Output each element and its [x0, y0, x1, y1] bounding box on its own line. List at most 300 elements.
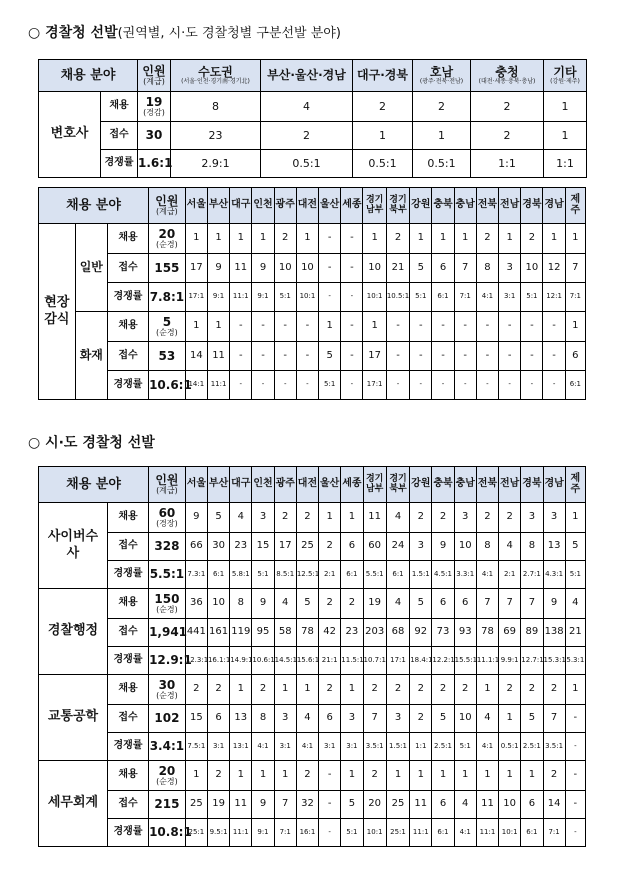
cell-value: 66	[185, 533, 207, 561]
cell-value: 13:1	[230, 733, 252, 761]
cell-value: 21	[565, 619, 585, 647]
cell-value: 17:1	[363, 371, 386, 400]
header-region-sub: (서울·인천·경기南·경기北)	[181, 77, 250, 85]
cell-value: 19	[207, 791, 229, 819]
cell-value: 73	[432, 619, 454, 647]
cell-value: 14	[185, 342, 207, 371]
row-total-value: 53	[158, 348, 176, 363]
header-region: 전남	[499, 467, 521, 503]
cell-value: 15	[185, 705, 207, 733]
cell-value: 3	[252, 503, 274, 533]
header-region: 대구	[230, 188, 252, 224]
cell-value: 68	[386, 619, 409, 647]
cell-value: -	[230, 342, 252, 371]
cell-value: 6:1	[207, 561, 229, 589]
cell-value: -	[230, 312, 252, 342]
section1-subtitle: (권역별, 시·도 경찰청별 구분선발 분야)	[117, 26, 341, 41]
cell-value: 4	[499, 533, 521, 561]
cell-value: 2	[476, 503, 498, 533]
cell-value: -	[454, 342, 476, 371]
cell-value: 2	[386, 224, 409, 254]
cell-value: 12.7:1	[521, 647, 543, 675]
cell-value: 8	[230, 589, 252, 619]
table-row	[39, 342, 586, 371]
lawyer-table	[38, 59, 587, 178]
cell-value: 2	[543, 675, 565, 705]
cell-value: -	[543, 342, 565, 371]
cell-value: 78	[476, 619, 498, 647]
cell-value: -	[432, 371, 454, 400]
cell-value: 0.5:1	[413, 150, 471, 178]
row-total	[149, 675, 186, 705]
cell-value: 1	[499, 705, 521, 733]
header-region: 부산	[207, 188, 229, 224]
header-region: 경기북부	[386, 188, 409, 224]
row-label: 경쟁률	[107, 733, 148, 761]
row-label: 경쟁률	[107, 647, 148, 675]
row-total	[149, 619, 186, 647]
section2-title	[28, 432, 155, 452]
row-label: 접수	[107, 791, 148, 819]
cell-value: 10:1	[363, 819, 386, 847]
table-row	[39, 122, 587, 150]
table-row	[39, 791, 586, 819]
cell-value: 7:1	[454, 283, 476, 312]
cell-value: 15.6:1	[296, 647, 318, 675]
cell-value: 5:1	[252, 561, 274, 589]
cell-value: 7	[454, 254, 476, 283]
cell-value: 11	[410, 791, 432, 819]
cell-value: 10:1	[499, 819, 521, 847]
cell-value: -	[386, 312, 409, 342]
group-label: 경찰행정	[39, 589, 108, 675]
cell-value: 17	[274, 533, 296, 561]
row-label: 채용	[107, 675, 148, 705]
cell-value: -	[454, 371, 476, 400]
cell-value: 7.3:1	[185, 561, 207, 589]
cell-value: 6:1	[521, 819, 543, 847]
header-region: 전북	[476, 188, 498, 224]
header-region: 경남	[543, 467, 565, 503]
cell-value: 9	[252, 254, 274, 283]
row-label: 경쟁률	[101, 150, 138, 178]
header-region: 광주	[274, 188, 296, 224]
cell-value: 1	[274, 675, 296, 705]
cell-value: 1	[363, 224, 386, 254]
cell-value: 161	[207, 619, 229, 647]
header-region: 부산	[207, 467, 229, 503]
cell-value: 11	[230, 791, 252, 819]
row-label: 채용	[107, 761, 148, 791]
cell-value: -	[521, 371, 543, 400]
header-region: 인천	[252, 467, 274, 503]
cell-value: 1.5:1	[386, 733, 409, 761]
group-label: 변호사	[39, 92, 101, 178]
cell-value: 20	[363, 791, 386, 819]
header-region: 대구	[230, 467, 252, 503]
header-region-sub: (대전·세종·충북·충남)	[478, 77, 536, 85]
cell-value: -	[386, 371, 409, 400]
cell-value: 1	[252, 224, 274, 254]
cell-value: 11.5:1	[341, 647, 363, 675]
header-region	[544, 60, 587, 92]
cell-value: 1	[363, 312, 386, 342]
cell-value: 14.9:1	[230, 647, 252, 675]
cell-value: 12.2:1	[432, 647, 454, 675]
cell-value: 42	[319, 619, 341, 647]
cell-value: 95	[252, 619, 274, 647]
cell-value: 24	[386, 533, 409, 561]
cell-value: 17	[363, 342, 386, 371]
cell-value: 13	[543, 533, 565, 561]
cell-value: 2	[274, 503, 296, 533]
row-total-rank: (경감)	[143, 107, 165, 117]
header-region	[171, 60, 261, 92]
row-total	[149, 342, 186, 371]
cell-value: 1	[432, 761, 454, 791]
header-region: 전남	[499, 188, 521, 224]
cell-value: 9	[432, 533, 454, 561]
row-label: 채용	[107, 589, 148, 619]
row-label: 경쟁률	[107, 819, 148, 847]
cell-value: 2	[341, 589, 363, 619]
table-row	[39, 819, 586, 847]
cell-value: 1	[185, 761, 207, 791]
cell-value: 4	[476, 705, 498, 733]
cell-value: 17	[185, 254, 207, 283]
cell-value: 9	[207, 254, 229, 283]
cell-value: 30	[207, 533, 229, 561]
cell-value: 3	[386, 705, 409, 733]
cell-value: 2	[296, 503, 318, 533]
cell-value: 3	[274, 705, 296, 733]
cell-value: 10	[207, 589, 229, 619]
section1-title	[28, 22, 341, 42]
header-region	[261, 60, 353, 92]
cell-value: 1	[230, 675, 252, 705]
row-total	[149, 224, 186, 254]
cell-value: -	[521, 312, 543, 342]
cell-value: 9:1	[252, 283, 274, 312]
row-label: 경쟁률	[107, 561, 148, 589]
cell-value: 3.3:1	[454, 561, 476, 589]
cell-value: 7	[363, 705, 386, 733]
cell-value: 7:1	[543, 819, 565, 847]
cell-value: 1	[454, 224, 476, 254]
cell-value: 0.5:1	[353, 150, 413, 178]
header-region: 울산	[319, 467, 341, 503]
cell-value: -	[565, 733, 585, 761]
cell-value: 7:1	[565, 283, 585, 312]
cell-value: 1:1	[410, 733, 432, 761]
group-label: 교통공학	[39, 675, 108, 761]
cell-value: 4	[261, 92, 353, 122]
section2-bullet: ○	[28, 435, 41, 451]
cell-value: 4	[230, 503, 252, 533]
cell-value: 10	[454, 705, 476, 733]
cell-value: 6:1	[432, 819, 454, 847]
cell-value: 4	[274, 589, 296, 619]
header-region: 경기남부	[363, 467, 386, 503]
cell-value: 6:1	[432, 283, 454, 312]
cell-value: -	[319, 224, 341, 254]
header-region: 서울	[185, 467, 207, 503]
cell-value: 10	[499, 791, 521, 819]
cell-value: 441	[185, 619, 207, 647]
cell-value: 11	[207, 342, 229, 371]
cell-value: 1:1	[544, 150, 587, 178]
cell-value: 5	[410, 589, 432, 619]
row-total	[149, 791, 186, 819]
cell-value: 2	[296, 761, 318, 791]
row-total	[149, 705, 186, 733]
outer-group-label: 현장감식	[39, 224, 76, 400]
row-label: 채용	[101, 92, 138, 122]
cell-value: 3:1	[499, 283, 521, 312]
cell-value: 89	[521, 619, 543, 647]
cell-value: 2	[274, 224, 296, 254]
cell-value: 2	[499, 503, 521, 533]
cell-value: 7	[521, 589, 543, 619]
cell-value: 13	[230, 705, 252, 733]
cell-value: 15.3:1	[543, 647, 565, 675]
row-label: 경쟁률	[107, 283, 148, 312]
row-total	[149, 254, 186, 283]
row-total-value: 1.6:1	[138, 156, 173, 171]
header-region-name: 부산·울산·경남	[267, 68, 346, 83]
cell-value: -	[476, 371, 498, 400]
cell-value: 5	[319, 342, 341, 371]
cell-value: -	[230, 371, 252, 400]
cell-value: 10:1	[296, 283, 318, 312]
cell-value: 1	[274, 761, 296, 791]
cell-value: 14:1	[185, 371, 207, 400]
header-region: 강원	[410, 188, 432, 224]
header-region-name: 충청	[495, 65, 519, 80]
header-region: 울산	[319, 188, 341, 224]
cell-value: 6	[432, 791, 454, 819]
cell-value: 1	[476, 675, 498, 705]
cell-value: 2.9:1	[171, 150, 261, 178]
cell-value: 2	[476, 224, 498, 254]
cell-value: 58	[274, 619, 296, 647]
cell-value: 25	[386, 791, 409, 819]
table-row	[39, 503, 586, 533]
row-total-value: 60	[158, 506, 176, 520]
row-total-value: 102	[154, 711, 180, 726]
cell-value: 5	[432, 705, 454, 733]
cell-value: 69	[499, 619, 521, 647]
cell-value: 23	[171, 122, 261, 150]
group-label: 사이버수사	[39, 503, 108, 589]
row-label: 채용	[107, 224, 148, 254]
header-region: 서울	[185, 188, 207, 224]
cell-value: 10:1	[363, 283, 386, 312]
row-total	[138, 150, 171, 178]
header-count-main: 인원	[155, 194, 179, 208]
cell-value: 1	[296, 675, 318, 705]
cell-value: 11:1	[230, 819, 252, 847]
cell-value: 10.6:1	[252, 647, 274, 675]
header-count-main: 인원	[155, 473, 179, 487]
cell-value: 1	[410, 224, 432, 254]
cell-value: 2	[410, 705, 432, 733]
cell-value: 2	[319, 589, 341, 619]
cell-value: 36	[185, 589, 207, 619]
cell-value: 2	[207, 761, 229, 791]
header-count-sub: (계급)	[156, 485, 178, 495]
table-row	[39, 92, 587, 122]
cell-value: -	[565, 791, 585, 819]
cell-value: 7:1	[274, 819, 296, 847]
header-field-label: 채용 분야	[39, 188, 149, 224]
row-total-value: 10.8:1	[149, 825, 192, 840]
cell-value: 2	[410, 675, 432, 705]
group-label: 세무회계	[39, 761, 108, 847]
cell-value: 16.1:1	[207, 647, 229, 675]
cell-value: 11:1	[476, 819, 498, 847]
row-label: 접수	[107, 533, 148, 561]
row-total-value: 12.9:1	[149, 653, 192, 668]
cell-value: 6	[432, 589, 454, 619]
cell-value: -	[296, 342, 318, 371]
header-region: 전북	[476, 467, 498, 503]
table-row	[39, 371, 586, 400]
cell-value: 12	[543, 254, 565, 283]
row-total-value: 328	[154, 539, 180, 554]
cell-value: -	[341, 283, 363, 312]
cell-value: 2	[261, 122, 353, 150]
header-field-label: 채용 분야	[39, 467, 149, 503]
cell-value: 8.5:1	[274, 561, 296, 589]
table-row	[39, 675, 586, 705]
cell-value: 2	[363, 675, 386, 705]
cell-value: -	[543, 312, 565, 342]
cell-value: 15.5:1	[454, 647, 476, 675]
cell-value: 5.8:1	[230, 561, 252, 589]
row-label: 채용	[107, 312, 148, 342]
row-total-value: 5.5:1	[149, 567, 185, 582]
cell-value: 4.3:1	[543, 561, 565, 589]
cell-value: -	[499, 371, 521, 400]
cell-value: 2	[521, 675, 543, 705]
cell-value: 1	[185, 312, 207, 342]
cell-value: 1	[319, 312, 341, 342]
cell-value: 11	[363, 503, 386, 533]
cell-value: 6:1	[565, 371, 585, 400]
cell-value: -	[274, 312, 296, 342]
cell-value: 3	[543, 503, 565, 533]
cell-value: 2	[353, 92, 413, 122]
row-total-value: 20	[158, 227, 176, 241]
cell-value: 25:1	[386, 819, 409, 847]
cell-value: -	[341, 224, 363, 254]
cell-value: 1	[521, 761, 543, 791]
cell-value: 1	[207, 312, 229, 342]
cell-value: 23	[230, 533, 252, 561]
row-total	[149, 312, 186, 342]
row-total	[149, 761, 186, 791]
cell-value: 11	[230, 254, 252, 283]
cell-value: 1	[565, 224, 585, 254]
cell-value: 1	[432, 224, 454, 254]
cell-value: 1	[341, 503, 363, 533]
cell-value: 4.5:1	[432, 561, 454, 589]
cell-value: 7.5:1	[185, 733, 207, 761]
cell-value: 32	[296, 791, 318, 819]
cell-value: 1	[499, 761, 521, 791]
cell-value: 9	[252, 589, 274, 619]
cell-value: 2	[207, 675, 229, 705]
row-total-value: 19	[145, 95, 163, 109]
cell-value: 10.5:1	[386, 283, 409, 312]
cell-value: 2	[543, 761, 565, 791]
row-total	[149, 283, 186, 312]
cell-value: 11:1	[230, 283, 252, 312]
cell-value: 0.5:1	[499, 733, 521, 761]
cell-value: 1	[230, 224, 252, 254]
cell-value: 11:1	[410, 819, 432, 847]
cell-value: 25:1	[185, 819, 207, 847]
header-region-sub: (강원·제주)	[550, 77, 580, 85]
cell-value: -	[341, 371, 363, 400]
cell-value: 6	[207, 705, 229, 733]
cell-value: 4:1	[296, 733, 318, 761]
cell-value: 10	[274, 254, 296, 283]
cell-value: 93	[454, 619, 476, 647]
cell-value: 2	[252, 675, 274, 705]
cell-value: 6:1	[386, 561, 409, 589]
cell-value: 1	[353, 122, 413, 150]
cell-value: -	[454, 312, 476, 342]
row-label: 접수	[107, 705, 148, 733]
cell-value: 119	[230, 619, 252, 647]
row-total-value: 215	[154, 797, 180, 812]
cell-value: 6	[454, 589, 476, 619]
cell-value: 2	[319, 675, 341, 705]
header-region: 충남	[454, 188, 476, 224]
cell-value: -	[432, 342, 454, 371]
cell-value: 5	[207, 503, 229, 533]
row-total	[149, 733, 186, 761]
row-total-value: 30	[158, 678, 176, 692]
header-region: 광주	[274, 467, 296, 503]
table-row	[39, 561, 586, 589]
header-field-label: 채용 분야	[39, 60, 138, 92]
cell-value: -	[565, 705, 585, 733]
section1-bullet: ○	[28, 25, 41, 41]
forensics-table	[38, 187, 586, 400]
cell-value: 8	[252, 705, 274, 733]
cell-value: 5:1	[454, 733, 476, 761]
cell-value: -	[386, 342, 409, 371]
cell-value: -	[499, 342, 521, 371]
cell-value: 2	[319, 533, 341, 561]
row-total	[149, 533, 186, 561]
cell-value: 3.5:1	[543, 733, 565, 761]
cell-value: 2.7:1	[521, 561, 543, 589]
cell-value: 5.5:1	[363, 561, 386, 589]
row-total-value: 30	[145, 128, 163, 143]
cell-value: 2	[499, 675, 521, 705]
row-label: 접수	[107, 342, 148, 371]
cell-value: 2	[432, 675, 454, 705]
cell-value: 10	[363, 254, 386, 283]
header-region: 경기북부	[386, 467, 409, 503]
header-region: 경남	[543, 188, 565, 224]
cell-value: -	[274, 371, 296, 400]
cell-value: 7	[476, 589, 498, 619]
